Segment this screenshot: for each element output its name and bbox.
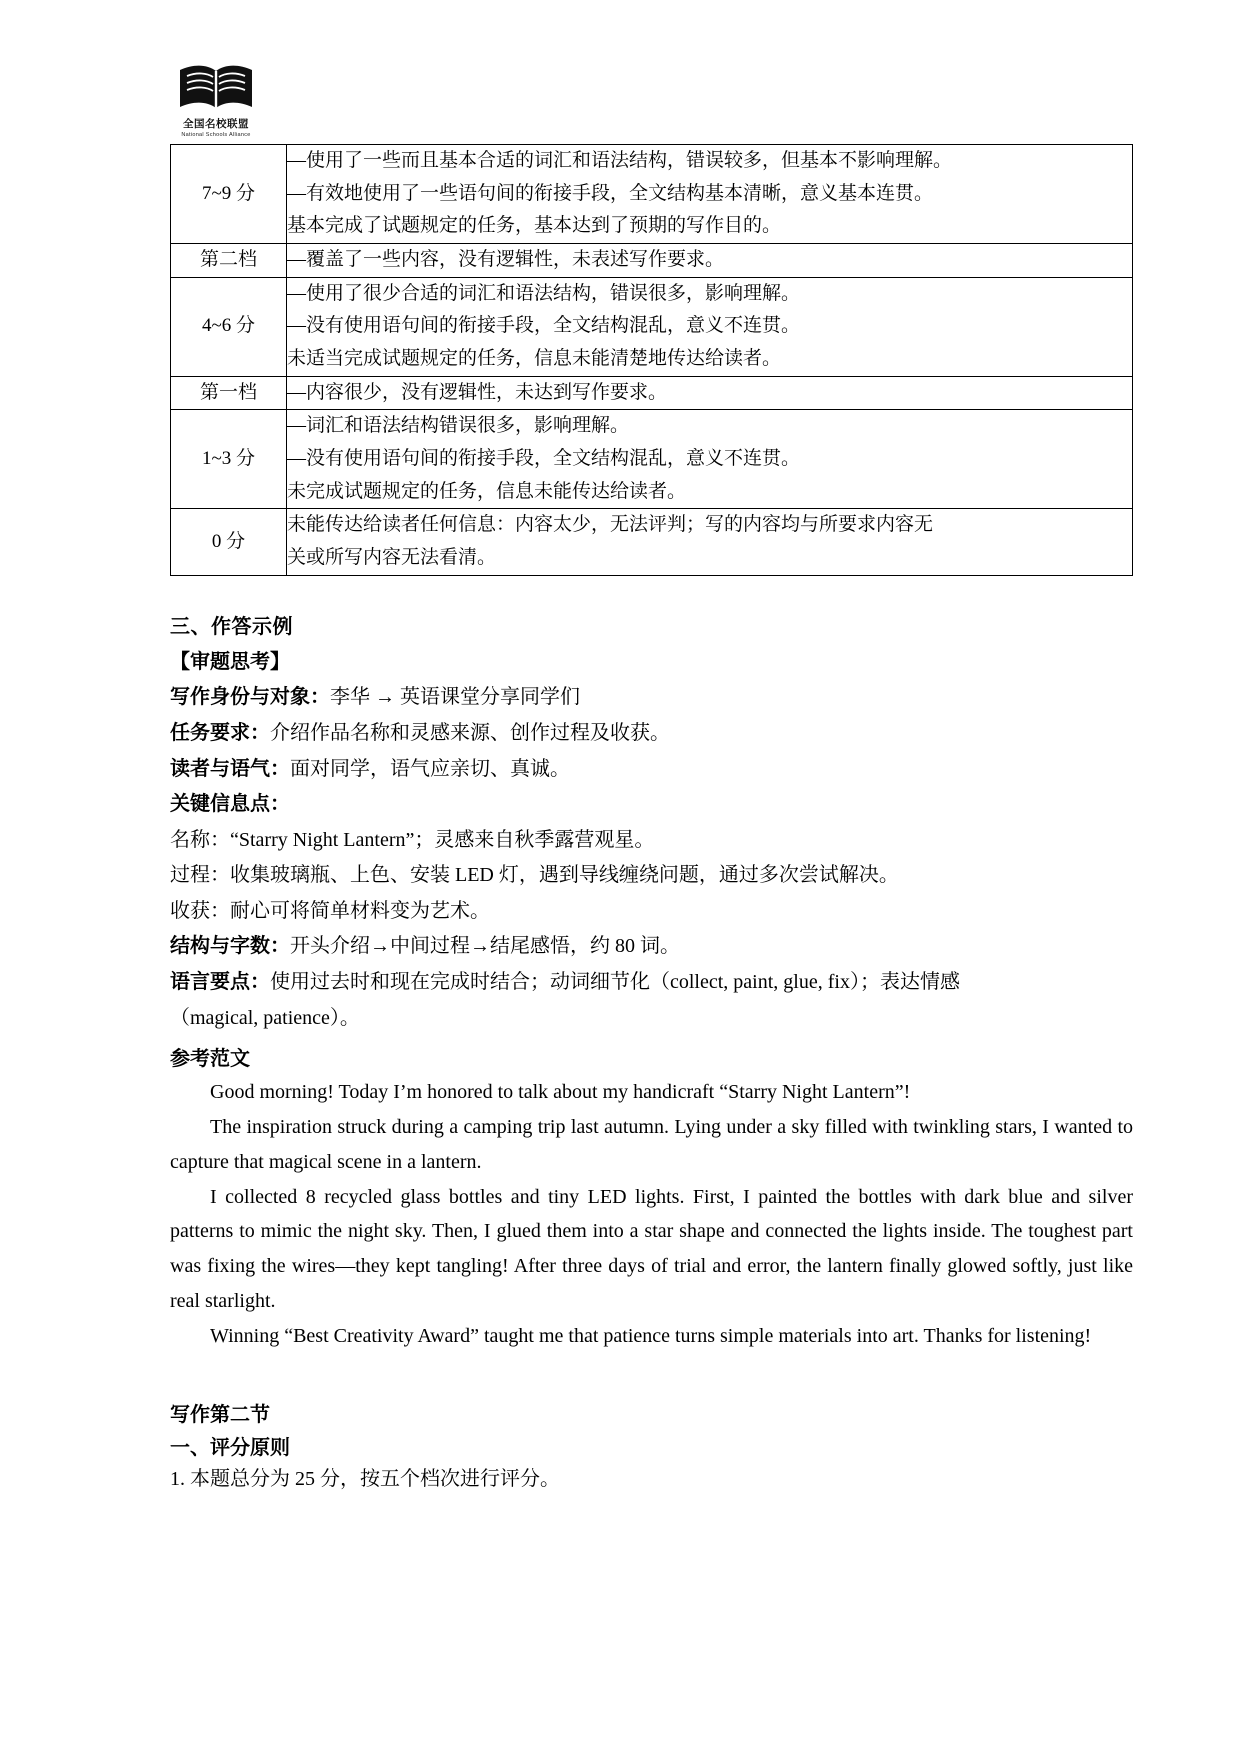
analysis-item-task-label: 任务要求： — [170, 721, 270, 744]
analysis-item-language-continued: （magical, patience）。 — [170, 1006, 360, 1029]
analysis-item-structure-label: 结构与字数： — [170, 935, 290, 958]
table-cell-description — [287, 277, 1133, 376]
analysis-item-tone-label: 读者与语气： — [170, 757, 290, 780]
desc-line: 基本完成了试题规定的任务，基本达到了预期的写作目的。 — [287, 215, 782, 237]
desc-line: —使用了很少合适的词汇和语法结构，错误很多，影响理解。 — [287, 282, 801, 304]
table-row — [171, 145, 1133, 244]
model-essay-heading: 参考范文 — [170, 1048, 250, 1071]
analysis-item-task — [170, 716, 1133, 752]
desc-line: 未适当完成试题规定的任务，信息未能清楚地传达给读者。 — [287, 348, 782, 370]
desc-line: —有效地使用了一些语句间的衔接手段，全文结构基本清晰，意义基本连贯。 — [287, 182, 934, 204]
table-row — [171, 410, 1133, 509]
analysis-item-role-value: 李华 → 英语课堂分享同学们 — [330, 686, 580, 709]
table-cell-level: 第二档 — [171, 244, 287, 278]
analysis-item-language-value: 使用过去时和现在完成时结合；动词细节化（collect, paint, glue, fix）；表达情感 — [270, 971, 960, 994]
desc-line: —没有使用语句间的衔接手段，全文结构混乱，意义不连贯。 — [287, 448, 801, 470]
table-cell-description — [287, 244, 1133, 278]
table-row — [171, 277, 1133, 376]
logo-english-text: National Schools Alliance — [181, 132, 251, 138]
analysis-item-language — [170, 965, 1133, 1001]
desc-line: —词汇和语法结构错误很多，影响理解。 — [287, 415, 630, 437]
desc-line: 关或所写内容无法看清。 — [287, 547, 497, 569]
open-book-icon — [177, 62, 255, 114]
key-points-heading — [170, 787, 1133, 823]
table-cell-level: 0 分 — [171, 509, 287, 575]
table-cell-description — [287, 410, 1133, 509]
table-row — [171, 509, 1133, 575]
desc-line: —没有使用语句间的衔接手段，全文结构混乱，意义不连贯。 — [287, 315, 801, 337]
key-point-name: 名称：“Starry Night Lantern”；灵感来自秋季露营观星。 — [170, 828, 655, 851]
essay-paragraph: The inspiration struck during a camping trip last autumn. Lying under a sky filled with twinkling stars, I wanted to capture that magical scene in a lantern. — [170, 1116, 1133, 1173]
table-row — [171, 376, 1133, 410]
analysis-item-language-label: 语言要点： — [170, 971, 270, 994]
analysis-item-tone-value: 面对同学，语气应亲切、真诚。 — [290, 757, 570, 780]
model-essay-body — [170, 1075, 1133, 1353]
key-point-gain: 收获：耐心可将简单材料变为艺术。 — [170, 899, 490, 922]
table-cell-description — [287, 145, 1133, 244]
analysis-item-role-label: 写作身份与对象： — [170, 686, 330, 709]
essay-paragraph: I collected 8 recycled glass bottles and tiny LED lights. First, I painted the bottles with dark blue and silver patterns to mimic the night sky. Then, I glued them into a star shape and connected the lights inside. The toughest part was fixing the wires—they kept tangling! After three days of trial and error, the lantern finally glowed softly, just like real starlight. — [170, 1185, 1133, 1313]
desc-line: —使用了一些而且基本合适的词汇和语法结构，错误较多，但基本不影响理解。 — [287, 150, 953, 171]
logo-chinese-text: 全国名校联盟 — [183, 118, 249, 130]
analysis-item-tone — [170, 752, 1133, 788]
section-heading-examples: 三、作答示例 — [170, 615, 293, 638]
analysis-item-task-value: 介绍作品名称和灵感来源、创作过程及收获。 — [270, 721, 670, 744]
logo-block — [170, 62, 262, 138]
analysis-item-structure — [170, 929, 1133, 965]
writing-part2-heading: 写作第二节 — [170, 1403, 270, 1426]
table-cell-description — [287, 376, 1133, 410]
essay-paragraph: Winning “Best Creativity Award” taught me that patience turns simple materials into art. Thanks for listening! — [210, 1324, 1092, 1347]
key-point-process: 过程：收集玻璃瓶、上色、安装 LED 灯，遇到导线缠绕问题，通过多次尝试解决。 — [170, 864, 899, 887]
table-row — [171, 244, 1133, 278]
desc-line: —内容很少，没有逻辑性，未达到写作要求。 — [287, 381, 668, 403]
scoring-criteria-table — [170, 144, 1133, 576]
grading-principles-heading: 一、评分原则 — [170, 1436, 290, 1459]
table-cell-level: 7~9 分 — [171, 145, 287, 244]
table-cell-level: 1~3 分 — [171, 410, 287, 509]
key-points-heading-text: 关键信息点： — [170, 793, 290, 816]
analysis-item-role — [170, 680, 1133, 716]
grading-rule-1: 1. 本题总分为 25 分，按五个档次进行评分。 — [170, 1467, 560, 1490]
table-cell-level: 第一档 — [171, 376, 287, 410]
analysis-item-structure-value: 开头介绍→中间过程→结尾感悟，约 80 词。 — [290, 935, 680, 958]
analysis-bracket-label: 【审题思考】 — [170, 650, 290, 673]
table-cell-description — [287, 509, 1133, 575]
desc-line: 未能传达给读者任何信息：内容太少，无法评判；写的内容均与所要求内容无 — [287, 514, 934, 536]
table-cell-level: 4~6 分 — [171, 277, 287, 376]
desc-line: 未完成试题规定的任务，信息未能传达给读者。 — [287, 480, 687, 502]
essay-paragraph: Good morning! Today I’m honored to talk about my handicraft “Starry Night Lantern”! — [210, 1081, 911, 1104]
section-spacer — [170, 1354, 1133, 1394]
desc-line: —覆盖了一些内容，没有逻辑性，未表述写作要求。 — [287, 249, 725, 271]
